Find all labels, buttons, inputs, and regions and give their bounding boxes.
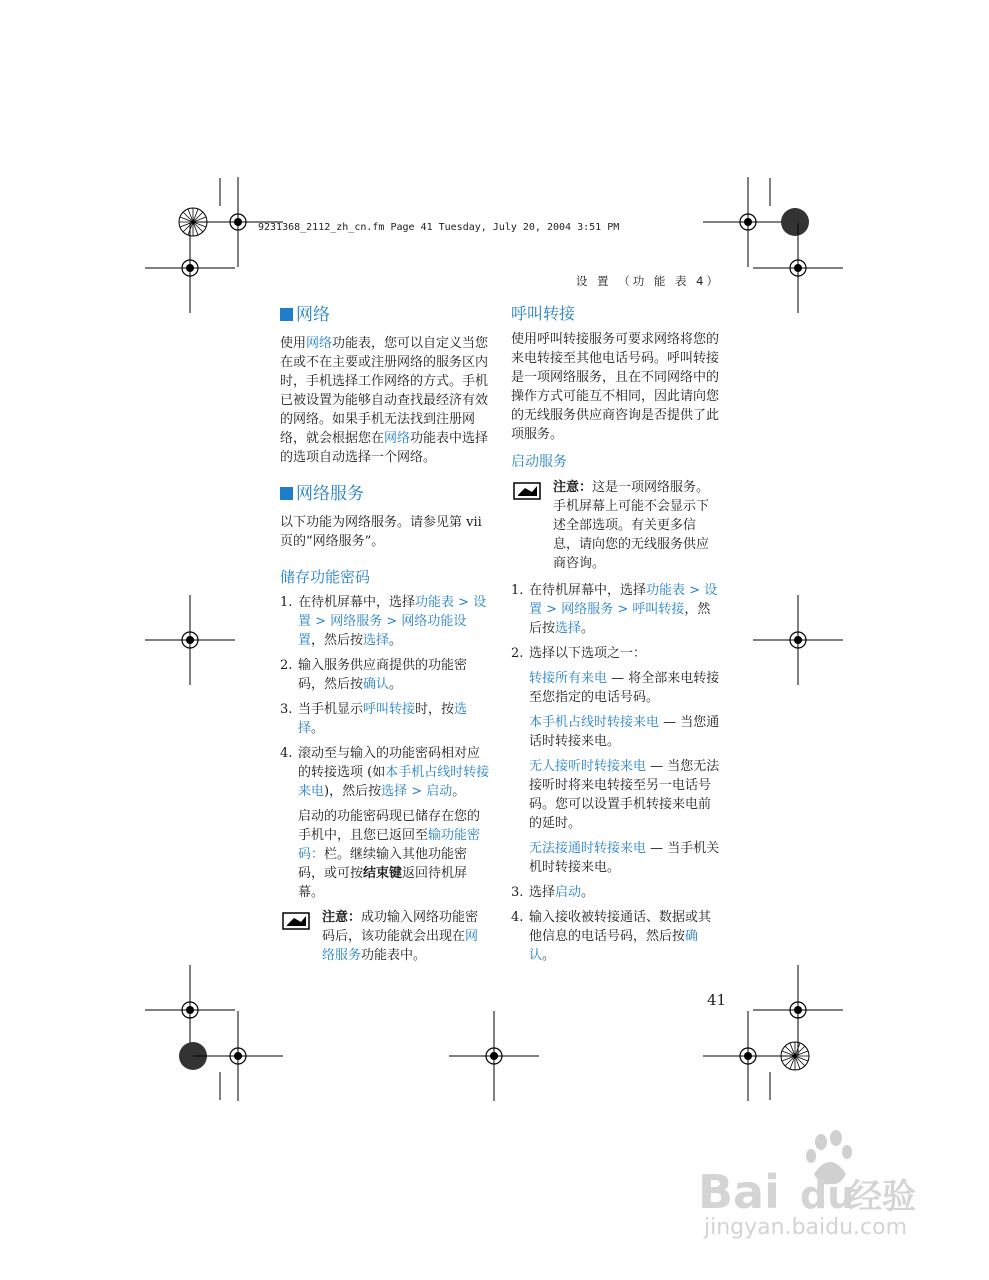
option-item: 无法接通时转接来电 — 当手机关机时转接来电。 — [529, 841, 720, 875]
list-item: 2. 选择以下选项之一： — [511, 646, 647, 661]
watermark-brand: Bai — [698, 1165, 780, 1219]
left-column — [280, 304, 490, 973]
section-title-network: 网络 — [280, 304, 490, 326]
list-item: 1. 在待机屏幕中，选择功能表 > 设置 > 网络服务 > 呼叫转接，然后按选择。 — [511, 583, 718, 636]
page-number: 41 — [707, 991, 727, 1009]
list-item: 3. 选择启动。 — [511, 885, 595, 900]
section-title-call-divert: 呼叫转接 — [511, 304, 576, 323]
subsection-title-activate: 启动服务 — [511, 454, 567, 470]
list-item: 2. 输入服务供应商提供的功能密码，然后按确认。 — [280, 658, 468, 692]
right-column — [511, 304, 721, 971]
list-item: 4. 输入接收被转接通话、数据或其他信息的电话号码，然后按确认。 — [511, 910, 712, 963]
note-icon — [513, 482, 541, 500]
watermark-url: jingyan.baidu.com — [704, 1215, 908, 1240]
activate-steps-continued — [511, 883, 721, 965]
option-item: 本手机占线时转接来电 — 当您通话时转接来电。 — [529, 715, 720, 749]
list-item: 4. 滚动至与输入的功能密码相对应的转接选项 (如本手机占线时转接来电)，然后按选择 > 启动。 — [280, 746, 490, 799]
call-divert-intro: 使用呼叫转接服务可要求网络将您的来电转接至其他电话号码。呼叫转接是一项网络服务，且在不同网络中的操作方式可能互不相同，因此请向您的无线服务供应商咨询是否提供了此项服务。 — [511, 332, 720, 442]
file-info-line: 9231368_2112_zh_cn.fm Page 41 Tuesday, July 20, 2004 3:51 PM — [258, 222, 620, 233]
section-title-network-services: 网络服务 — [280, 483, 490, 505]
watermark-brand-du: du — [800, 1173, 855, 1217]
note-icon — [282, 912, 310, 930]
option-item: 无人接听时转接来电 — 当您无法接听时将来电转接至另一电话号码。您可以设置手机转接来电前的延时。 — [529, 759, 720, 831]
network-services-paragraph: 以下功能为网络服务。请参见第 vii 页的“网络服务”。 — [280, 515, 482, 549]
list-item: 3. 当手机显示呼叫转接时，按选择。 — [280, 702, 468, 736]
note-box: 注意：成功输入网络功能密码后，该功能就会出现在网络服务功能表中。 — [280, 908, 490, 965]
save-code-steps — [280, 593, 490, 801]
square-bullet-icon — [280, 487, 293, 500]
note-box: 注意：这是一项网络服务。手机屏幕上可能不会显示下述全部选项。有关更多信息，请向您的无线服务供应商咨询。 — [511, 478, 721, 573]
activate-steps — [511, 581, 721, 663]
list-item: 1. 在待机屏幕中，选择功能表 > 设置 > 网络服务 > 网络功能设置，然后按选择。 — [280, 595, 487, 648]
step4-continuation: 启动的功能密码现已储存在您的手机中，且您已返回至输功能密码：栏。继续输入其他功能密码，或可按结束键返回待机屏幕。 — [298, 809, 481, 900]
network-paragraph: 使用网络功能表，您可以自定义当您在或不在主要或注册网络的服务区内时，手机选择工作网络的方式。手机已被设置为能够自动查找最经济有效的网络。如果手机无法找到注册网络，就会根据您在网络功能表中选择的选项自动选择一个网络。 — [280, 336, 489, 465]
section-title-save-feature-code: 储存功能密码 — [280, 568, 371, 586]
menu-ref-network: 网络 — [306, 336, 333, 351]
square-bullet-icon — [280, 308, 293, 321]
watermark-cn: 经验 — [848, 1177, 916, 1217]
running-head: 设 置 （功 能 表 4） — [575, 274, 721, 288]
menu-ref-network: 网络 — [384, 431, 411, 446]
baidu-jingyan-watermark — [690, 1130, 930, 1240]
option-item: 转接所有来电 — 将全部来电转接至您指定的电话号码。 — [529, 671, 720, 705]
